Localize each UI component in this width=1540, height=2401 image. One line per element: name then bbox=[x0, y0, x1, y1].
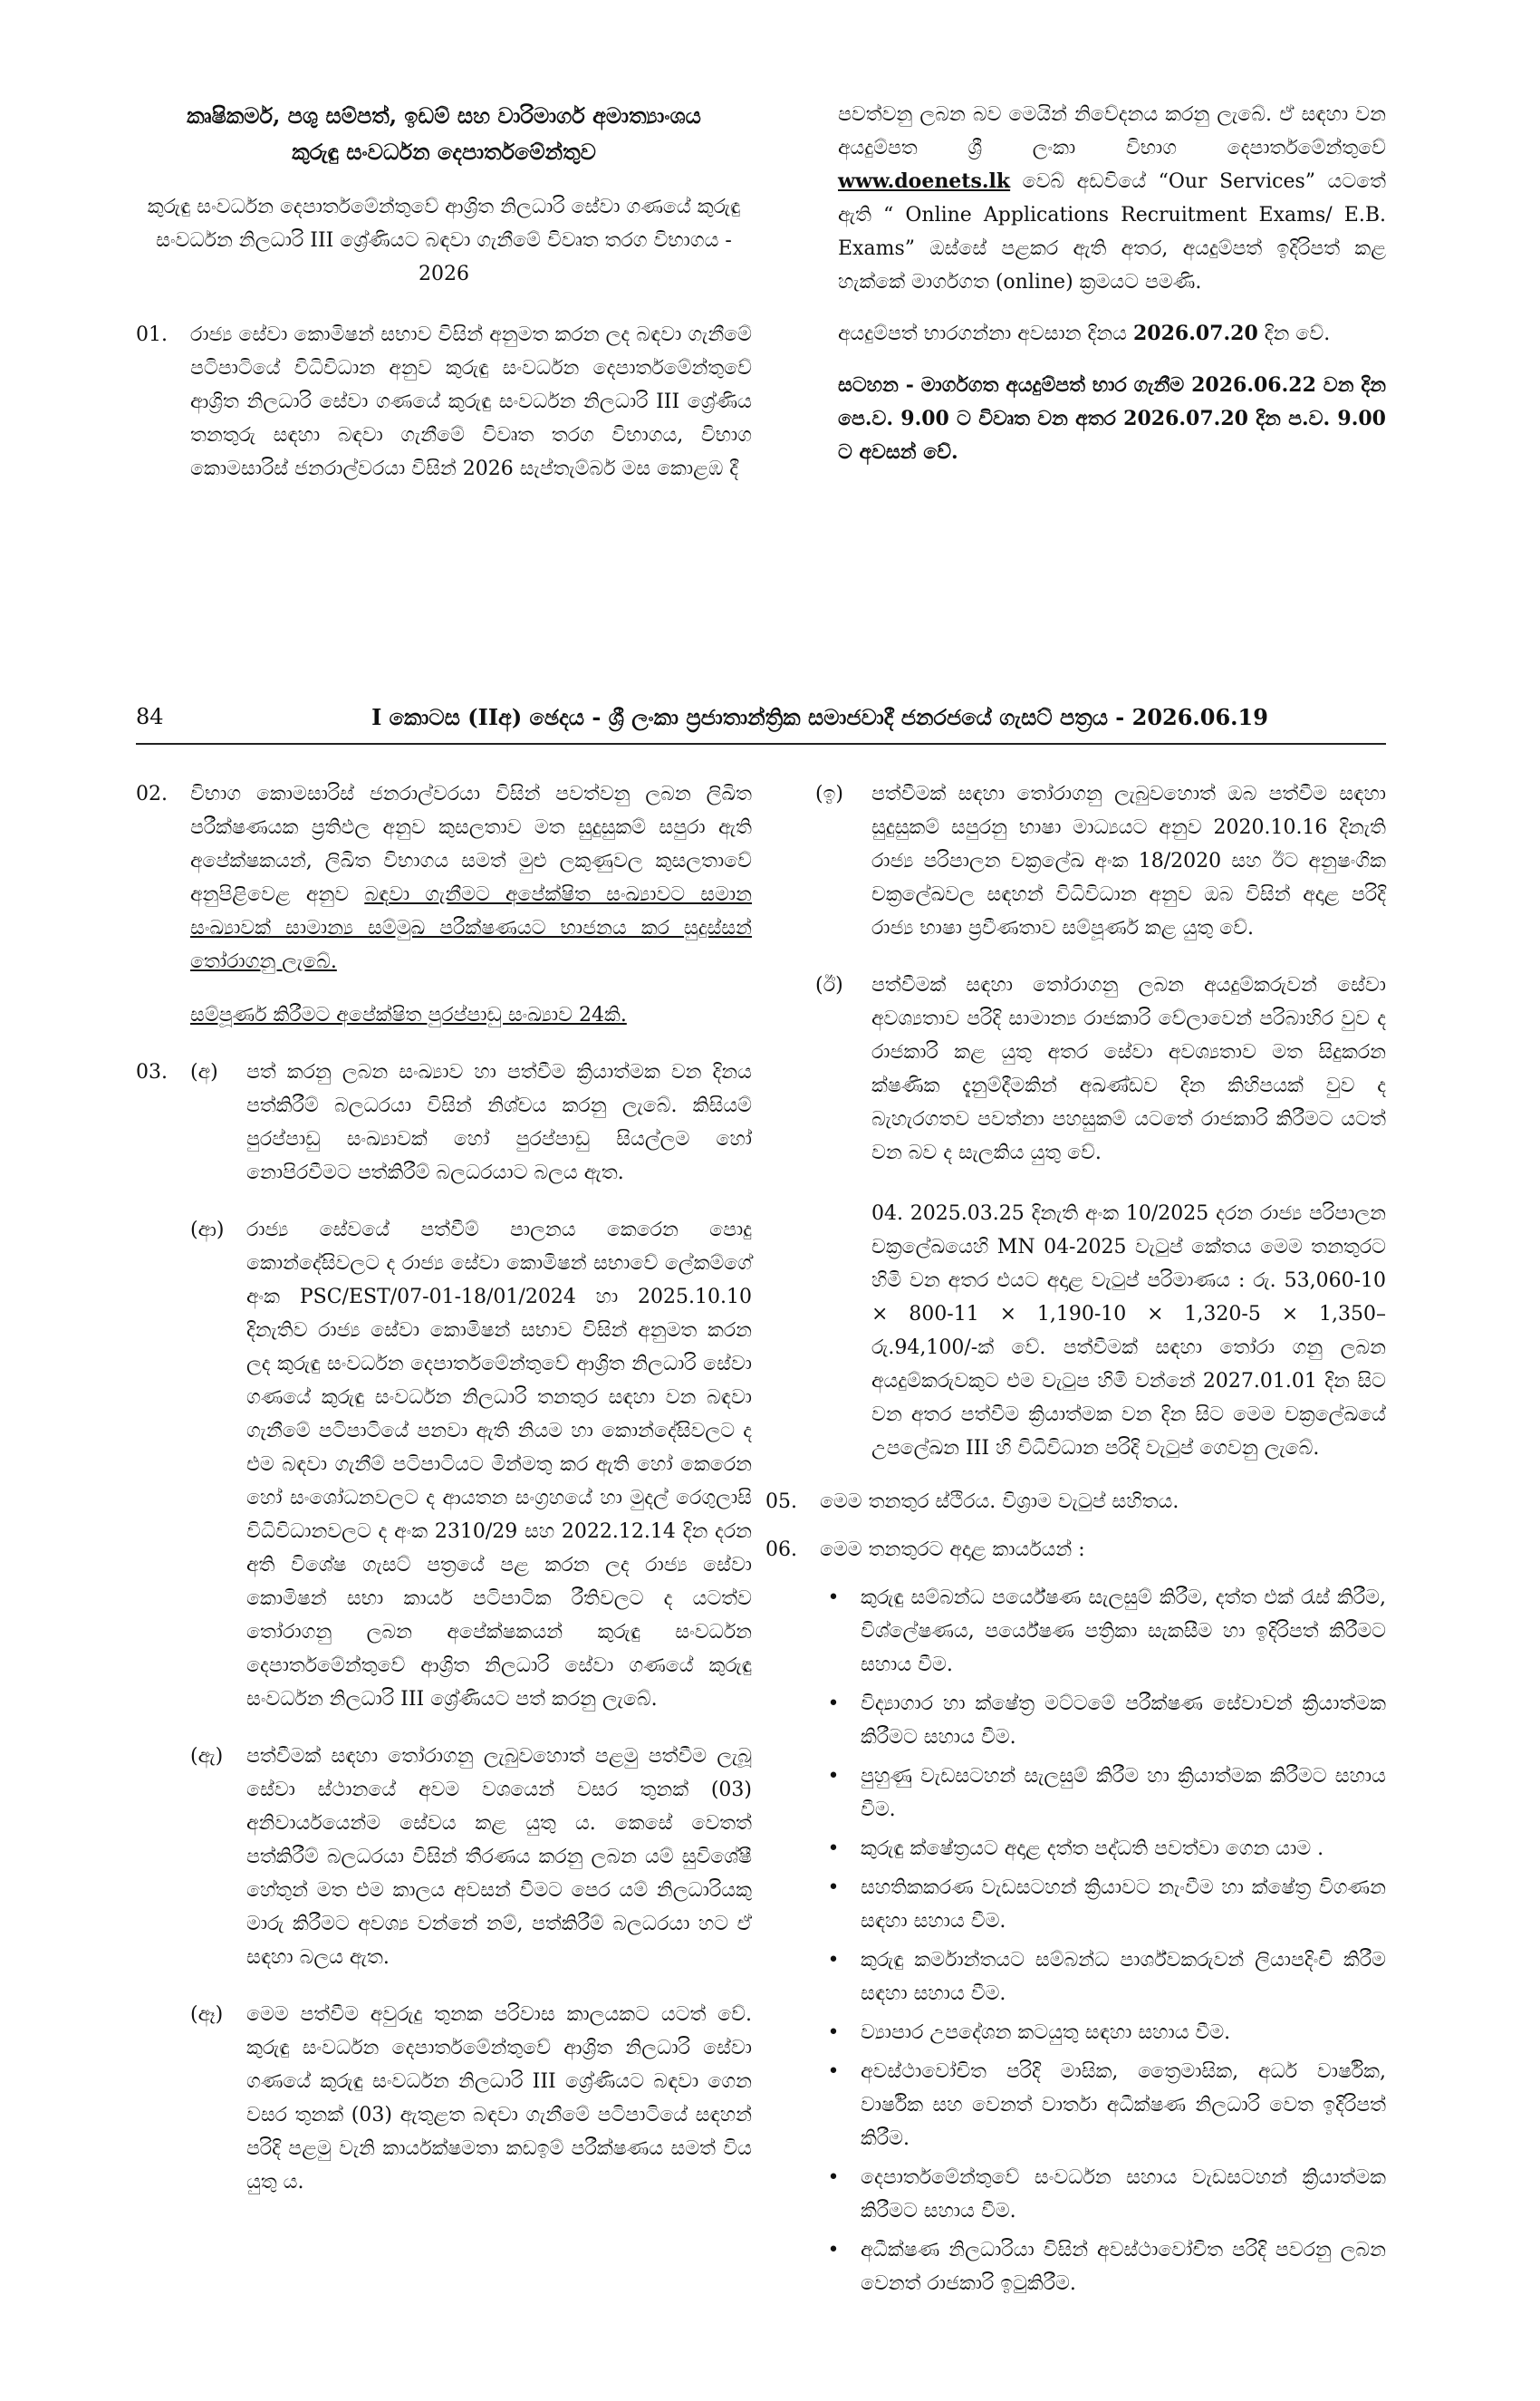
note-paragraph: සටහන - මාර්ගගත අයදුම්පත් භාර ගැනීම 2026.06.22 වන දින පෙ.ව. 9.00 ට විවෘත වන අතර 2026.07.20 දින ප.ව. 9.00 ට අවසන් වේ. bbox=[838, 373, 1386, 464]
notice-text-b: වෙබ් අඩවියේ “Our Services” යටතේ ඇති “ Online Applications Recruitment Exams/ E.B. Exams” ඔස්සේ පළකර ඇති අතර, අයදුම්පත් ඉදිරිපත් කළ හැක්කේ මාර්ගගත (online) ක්‍රමයට පමණි. bbox=[838, 170, 1386, 294]
duty-text: කුරුඳු සම්බන්ධ පර්යේෂණ සැලසුම් කිරීම, දත්ත එක් රැස් කිරීම, විශ්ලේෂණය, පර්යේෂණ පත්‍රිකා සැකසීම හා ඉදිරිපත් කිරීමට සහාය වීම. bbox=[861, 1586, 1386, 1676]
duties-list bbox=[806, 1581, 1386, 2300]
item-02 bbox=[136, 777, 752, 979]
duty-item bbox=[806, 1943, 1386, 2010]
item-04: 04. 2025.03.25 දිනැති අංක 10/2025 දරන රාජ්‍ය පරිපාලන චක්‍රලේඛයෙහි MN 04-2025 වැටුප් කේතය මෙම තනතුරට හිමි වන අතර එයට අදාළ වැටුප් පරිමාණය : රු. 53,060-10 × 800-11 × 1,190-10 × 1,320-5 × 1,350– රු.94,100/-ක් වේ. පත්වීමක් සඳහා තෝරා ගනු ලබන අයදුම්කරුවකුට එම වැටුප හිමි වන්නේ 2027.01.01 දින සිට වන අතර පත්වීම ක්‍රියාත්මක වන දින සිට මෙම චක්‍රලේඛයේ උපලේඛන III හි විධිවිධාන පරිදි වැටුප් ගෙවනු ලැබේ. bbox=[871, 1202, 1386, 1460]
sub-label: (අ) bbox=[190, 1061, 218, 1084]
notice-text-a: පවත්වනු ලබන බව මෙයින් නිවේදනය කරනු ලැබේ. ඒ සඳහා වන අයදුම්පත ශ්‍රී ලංකා විභාග දෙපාර්තමේන්තුවේ bbox=[838, 103, 1386, 159]
ministry-title: කෘෂිකර්ම, පශු සම්පත්, ඉඩම් සහ වාරිමාර්ග අමාත්‍යාංශය කුරුඳු සංවර්ධන දෙපාර්තමේන්තුව bbox=[187, 102, 701, 165]
duty-text: ව්‍යාපාර උපදේශන කටයුතු සඳහා සහාය වීම. bbox=[861, 2021, 1231, 2044]
sub-label: (ඉ) bbox=[815, 783, 843, 805]
sub-text: රාජ්‍ය සේවයේ පත්වීම් පාලනය කෙරෙන පොදු කොන්දේසිවලට ද රාජ්‍ය සේවා කොමිෂන් සභාවේ ලේකම්ගේ අංක PSC/EST/07-01-18/01/2024 හා 2025.10.10 දිනැතිව රාජ්‍ය සේවා කොමිෂන් සභාව විසින් අනුමත කරන ලද කුරුඳු සංවර්ධන දෙපාර්තමේන්තුවේ ආශ්‍රිත නිලධාරි සේවා ගණයේ කුරුඳු සංවර්ධන නිලධාරි තනතුර සඳහා වන බඳවා ගැනීමේ පටිපාටියේ පනවා ඇති නියම හා කොන්දේසිවලට ද එම බඳවා ගැනීම් පටිපාටියට මින්මතු කර ඇති හෝ කෙරෙන හෝ සංශෝධනවලට ද ආයතන සංග්‍රහයේ හා මුදල් රෙගුලාසි විධිවිධානවලට ද අංක 2310/29 සහ 2022.12.14 දින දරන අති විශේෂ ගැසට් පත්‍රයේ පළ කරන ලද රාජ්‍ය සේවා කොමිෂන් සභා කාර්ය පටිපාටික රීතිවලට ද යටත්ව තෝරාගනු ලබන අපේක්ෂකයන් කුරුඳු සංවර්ධන දෙපාර්තමේන්තුවේ ආශ්‍රිත නිලධාරි සේවා ගණයේ කුරුඳු සංවර්ධන නිලධාරි III ශ්‍රේණියට පත් කරනු ලැබේ. bbox=[246, 1219, 752, 1711]
bullet-icon: • bbox=[827, 2166, 840, 2189]
sub-text: මෙම පත්වීම අවුරුදු තුනක පරිවාස කාලයකට යටත් වේ. කුරුඳු සංවර්ධන දෙපාර්තමේන්තුවේ ආශ්‍රිත නිලධාරි සේවා ගණයේ කුරුඳු සංවර්ධන නිලධාරි III ශ්‍රේණියට බඳවා ගෙන වසර තුනක් (03) ඇතුළත බඳවා ගැනීමේ පටිපාටියේ සඳහන් පරිදි පළමු වැනි කාර්යක්ෂමතා කඩඉම් පරීක්ෂණය සමත් විය යුතු ය. bbox=[246, 2003, 752, 2194]
duty-item bbox=[806, 1871, 1386, 1938]
duty-item bbox=[806, 1760, 1386, 1827]
header-rule bbox=[136, 743, 1386, 745]
sub-i bbox=[765, 777, 1386, 945]
duty-item bbox=[806, 2233, 1386, 2300]
item-03-body bbox=[190, 1056, 752, 2199]
duty-item bbox=[806, 2161, 1386, 2228]
sub-text: පත්වීමක් සඳහා තෝරාගනු ලැබුවහොත් පළමු පත්වීම ලැබූ සේවා ස්ථානයේ අවම වශයෙන් වසර තුනක් (03) අනිවාර්යයෙන්ම සේවය කළ යුතු ය. කෙසේ වෙතත් පත්කිරීම් බලධරයා විසින් තීරණය කරනු ලබන යම් සුවිශේෂී හේතුන් මත එම කාලය අවසන් වීමට පෙර යම් නිලධාරියකු මාරු කිරීමට අවශ්‍ය වන්නේ නම්, පත්කිරීම් බලධරයා හට ඒ සඳහා බලය ඇත. bbox=[246, 1745, 752, 1969]
item-01 bbox=[136, 318, 752, 486]
website-link[interactable]: www.doenets.lk bbox=[838, 169, 1011, 193]
item-number: 02. bbox=[136, 783, 168, 805]
page-number: 84 bbox=[136, 704, 164, 729]
bullet-icon: • bbox=[827, 1586, 840, 1609]
item-02-underlined: බඳවා ගැනීමට අපේක්ෂිත සංඛ්‍යාවට සමාන සංඛ්‍යාවක් සාමාන්‍ය සම්මුඛ පරීක්ෂණයට භාජනය කර සුදුස්සන් තෝරාගනු ලැබේ. bbox=[190, 883, 752, 973]
item-number: 03. bbox=[136, 1061, 168, 1084]
duty-text: කුරුඳු ක්ෂේත්‍රයට අදාළ දත්ත පද්ධති පවත්වා ගෙන යාම . bbox=[861, 1837, 1324, 1860]
bullet-icon: • bbox=[827, 2239, 840, 2261]
sub-label: (ආ) bbox=[190, 1219, 225, 1241]
sub-a bbox=[190, 1056, 752, 1190]
left-column bbox=[136, 777, 752, 2199]
sub-ae bbox=[190, 1740, 752, 1974]
top-left-column bbox=[136, 98, 752, 486]
bullet-icon: • bbox=[827, 1837, 840, 1860]
duty-text: දෙපාර්තමේන්තුවේ සංවර්ධන සහාය වැඩසටහන් ක්‍රියාත්මක කිරීමට සහාය වීම. bbox=[861, 2166, 1386, 2223]
sub-text: පත් කරනු ලබන සංඛ්‍යාව හා පත්වීම ක්‍රියාත්මක වන දිනය පත්කිරීම් බලධරයා විසින් නිශ්චය කරනු ලැබේ. කිසියම් පුරප්පාඩු සංඛ්‍යාවක් හෝ පුරප්පාඩු සියල්ලම හෝ නොපිරවීමට පත්කිරීම් බලධරයාට බලය ඇත. bbox=[246, 1061, 752, 1184]
vacancies-note: සම්පූර්ණ කිරීමට අපේක්ෂිත පුරප්පාඩු සංඛ්‍යාව 24කි. bbox=[190, 1004, 627, 1027]
notice-paragraph bbox=[838, 98, 1386, 299]
deadline-suffix: දින වේ. bbox=[1264, 323, 1331, 345]
item-05 bbox=[765, 1485, 1386, 1519]
deadline-paragraph bbox=[838, 317, 1386, 351]
duty-text: සහතිකකරණ වැඩසටහන් ක්‍රියාවට නැංවීම හා ක්ෂේත්‍ර විගණන සඳහා සහාය වීම. bbox=[861, 1876, 1386, 1933]
item-number: 06. bbox=[765, 1538, 797, 1561]
top-right-column bbox=[838, 98, 1386, 469]
bullet-icon: • bbox=[827, 1876, 840, 1899]
sub-aee bbox=[190, 1998, 752, 2199]
bullet-icon: • bbox=[827, 1949, 840, 1972]
right-column bbox=[765, 777, 1386, 2306]
deadline-text: අයදුම්පත් භාරගන්නා අවසාන දිනය bbox=[838, 323, 1127, 345]
item-03 bbox=[136, 1056, 752, 2199]
duty-item bbox=[806, 1832, 1386, 1866]
duty-text: පුහුණු වැඩසටහන් සැලසුම් කිරීම හා ක්‍රියාත්මක කිරීමට සහාය වීම. bbox=[861, 1765, 1386, 1821]
bullet-icon: • bbox=[827, 2060, 840, 2083]
duty-text: අවස්ථාවෝචිත පරිදි මාසික, ත්‍රෛමාසික, අර්ධ වාර්ෂික, වාර්ෂික සහ වෙනත් වාර්තා අධීක්ෂණ නිලධාරි වෙත ඉදිරිපත් කිරීම. bbox=[861, 2060, 1386, 2150]
duty-item bbox=[806, 1687, 1386, 1754]
sub-label: (ඊ) bbox=[815, 974, 843, 997]
bullet-icon: • bbox=[827, 2021, 840, 2044]
sub-ii bbox=[765, 969, 1386, 1170]
bullet-icon: • bbox=[827, 1765, 840, 1788]
item-text bbox=[190, 777, 752, 979]
sub-label: (ඇ) bbox=[190, 1745, 224, 1768]
duty-item bbox=[806, 2055, 1386, 2155]
item-number: 05. bbox=[765, 1490, 797, 1513]
duty-text: විද්‍යාගාර හා ක්ෂේත්‍ර මට්ටමේ පරීක්ෂණ සේවාවන් ක්‍රියාත්මක කිරීමට සහාය වීම. bbox=[861, 1692, 1386, 1749]
duty-item bbox=[806, 1581, 1386, 1682]
deadline-date: 2026.07.20 bbox=[1132, 322, 1258, 345]
item-number: 01. bbox=[136, 323, 168, 346]
sub-text: පත්වීමක් සඳහා තෝරාගනු ලබන අයදුම්කරුවන් සේවා අවශ්‍යතාව පරිදි සාමාන්‍ය රාජකාරි වේලාවෙන් පරිබාහිර වුව ද රාජකාරි කළ යුතු අතර සේවා අවශ්‍යතාව මත සිදුකරන ක්ෂණික දැනුම්දීමකින් අඛණ්ඩව දින කිහිපයක් වුව ද බැහැරගතව පවත්නා පහසුකම් යටතේ රාජකාරි කිරීමට යටත් වන බව ද සැලකිය යුතු වේ. bbox=[871, 974, 1386, 1164]
item-06 bbox=[765, 1533, 1386, 1567]
sub-text: පත්වීමක් සඳහා තෝරාගනු ලැබුවහොත් ඔබ පත්වීම සඳහා සුදුසුකම් සපුරනු භාෂා මාධ්‍යයට අනුව 2020.10.16 දිනැති රාජ්‍ය පරිපාලන චක්‍රලේඛ අංක 18/2020 සහ ඊට අනුෂංගික චක්‍රලේඛවල සඳහන් විධිවිධාන අනුව ඔබ විසින් අදාළ පරිදි රාජ්‍ය භාෂා ප්‍රවීණතාව සම්පූර්ණ කළ යුතු වේ. bbox=[871, 783, 1386, 940]
item-text: මෙම තනතුරට අදාළ කාර්යයන් : bbox=[820, 1538, 1085, 1561]
running-title: I කොටස (IIඅ) ඡෙදය - ශ්‍රී ලංකා ප්‍රජාතාන්ත්‍රික සමාජවාදී ජනරජයේ ගැසට් පත්‍රය - 2026.06.19 bbox=[371, 704, 1268, 730]
sub-label: (ඈ) bbox=[190, 2003, 224, 2026]
duty-text: කුරුඳු කර්මාන්තයට සම්බන්ධ පාර්ශ්වකරුවන් ලියාපදිංචි කිරීම සඳහා සහාය වීම. bbox=[861, 1949, 1386, 2005]
exam-title: කුරුඳු සංවර්ධන දෙපාර්තමේන්තුවේ ආශ්‍රිත නිලධාරි සේවා ගණයේ කුරුඳු සංවර්ධන නිලධාරි III ශ්‍රේණියට බඳවා ගැනීමේ විවෘත තරග විභාගය - 2026 bbox=[147, 196, 741, 285]
running-header bbox=[136, 704, 1386, 730]
bullet-icon: • bbox=[827, 1692, 840, 1715]
item-02-text: විභාග කොමසාරිස් ජනරාල්වරයා විසින් පවත්වනු ලබන ලිඛිත පරීක්ෂණයක ප්‍රතිඵල අනුව කුසලතාව මත සුදුසුකම් සපුරා ඇති අපේක්ෂකයන්, ලිඛිත විභාගය සමත් මුළු ලකුණුවල කුසලතාවේ අනුපිළිවෙළ අනුව bbox=[190, 783, 752, 906]
duty-item bbox=[806, 2016, 1386, 2049]
item-text: මෙම තනතුර ස්ථිරය. විශ්‍රාම වැටුප් සහිතය. bbox=[820, 1490, 1179, 1513]
duty-text: අධීක්ෂණ නිලධාරියා විසින් අවස්ථාවෝචිත පරිදි පවරනු ලබන වෙනත් රාජකාරි ඉටුකිරීම. bbox=[861, 2239, 1386, 2295]
item-text: රාජ්‍ය සේවා කොමිෂන් සභාව විසින් අනුමත කරන ලද බඳවා ගැනීමේ පටිපාටියේ විධිවිධාන අනුව කුරුඳු සංවර්ධන දෙපාර්තමේන්තුවේ ආශ්‍රිත නිලධාරි සේවා ගණයේ කුරුඳු සංවර්ධන නිලධාරි III ශ්‍රේණිය තනතුරු සඳහා බඳවා ගැනීමේ විවෘත තරග විභාගය, විභාග කොමසාරිස් ජනරාල්වරයා විසින් 2026 සැප්තැම්බර් මස කොළඹ දී bbox=[190, 323, 752, 480]
sub-aa bbox=[190, 1213, 752, 1716]
